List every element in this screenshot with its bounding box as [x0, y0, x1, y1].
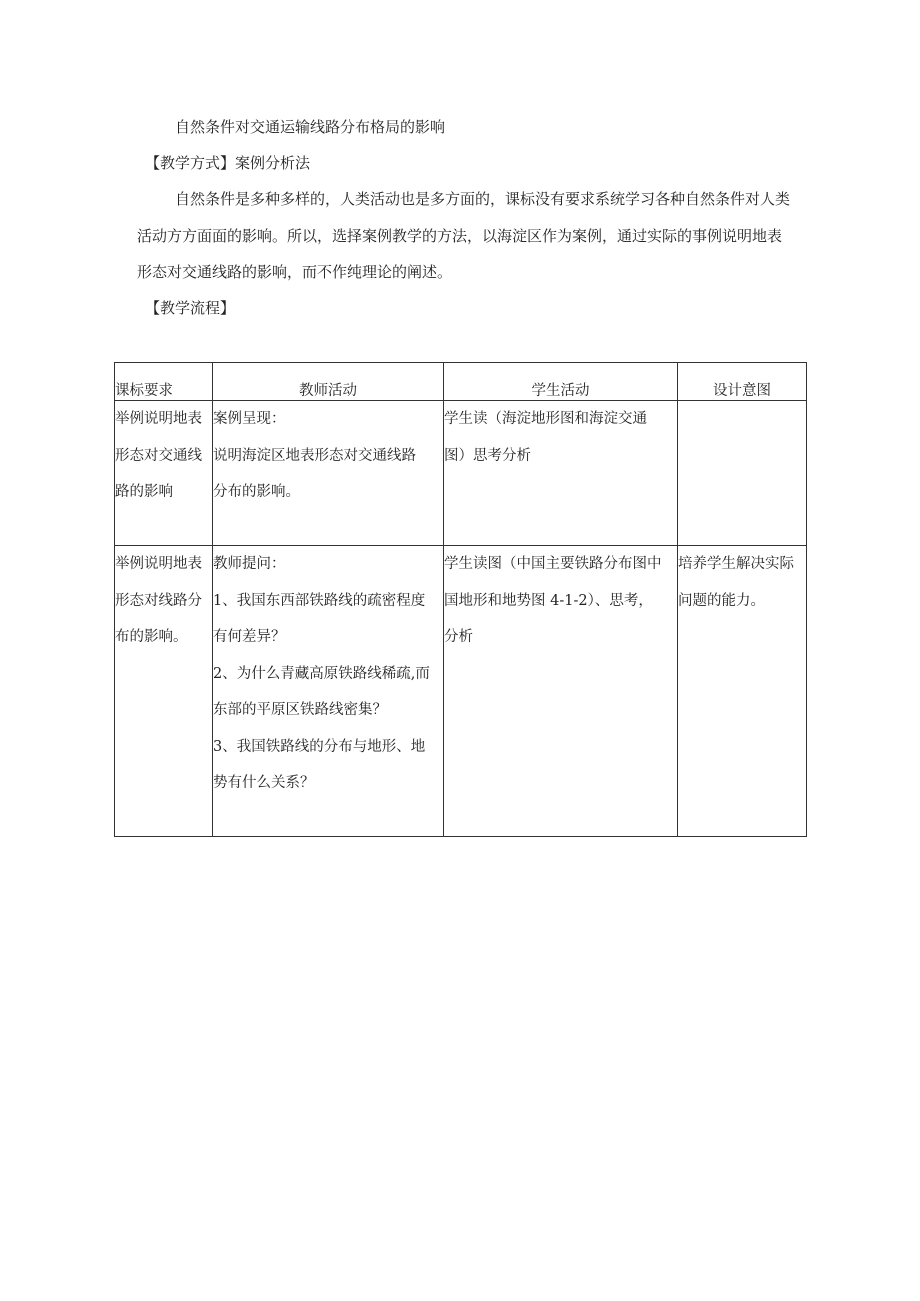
header-teacher-activity: 教师活动: [213, 363, 444, 401]
header-requirement: 课标要求: [115, 363, 213, 401]
cell-line: 分布的影响。: [213, 484, 300, 500]
cell-line: 图）思考分析: [444, 447, 531, 464]
paragraph-line-2: 活动方方面面的影响。所以，选择案例教学的方法，以海淀区作为案例，通过实际的事例说明地表: [137, 227, 783, 245]
cell-line: 学生读（海淀地形图和海淀交通: [444, 411, 647, 427]
cell-line: 2、为什么青藏高原铁路线稀疏,而: [213, 665, 430, 682]
student-activity-cell: [444, 546, 678, 837]
cell-line: 布的影响。: [115, 629, 188, 645]
cell-line: 形态对交通线: [115, 447, 202, 464]
teaching-method: 【教学方式】案例分析法: [145, 154, 311, 172]
design-intent-cell: [678, 401, 807, 546]
topic-heading: 自然条件对交通运输线路分布格局的影响: [175, 118, 446, 136]
cell-line: 学生读图（中国主要铁路分布图中: [444, 556, 662, 572]
flow-heading: 【教学流程】: [145, 299, 236, 317]
cell-line: 案例呈现：: [213, 411, 286, 427]
cell-line: 势有什么关系？: [213, 775, 315, 791]
cell-line: 有何差异？: [213, 629, 286, 645]
cell-line: 教师提问：: [213, 556, 286, 572]
cell-line: 培养学生解决实际: [678, 556, 794, 572]
cell-line: 分析: [444, 629, 473, 645]
cell-line: 形态对线路分: [115, 592, 202, 609]
teacher-activity-cell: [213, 546, 444, 837]
cell-line: 举例说明地表: [115, 411, 202, 427]
cell-line: 3、我国铁路线的分布与地形、地: [213, 738, 426, 755]
cell-line: 1、我国东西部铁路线的疏密程度: [213, 592, 426, 609]
requirement-cell: [115, 546, 213, 837]
table-row: [115, 401, 807, 546]
requirement-cell: [115, 401, 213, 546]
header-design-intent: 设计意图: [678, 363, 807, 401]
header-student-activity: 学生活动: [444, 363, 678, 401]
cell-line: 说明海淀区地表形态对交通线路: [213, 447, 416, 464]
cell-line: 东部的平原区铁路线密集？: [213, 702, 387, 718]
cell-line: 国地形和地势图 4-1-2）、思考，: [444, 592, 653, 609]
teaching-flow-table: [114, 362, 807, 837]
cell-line: 问题的能力。: [678, 592, 765, 609]
paragraph-line-3: 形态对交通线路的影响，而不作纯理论的阐述。: [137, 263, 453, 281]
paragraph-line-1: 自然条件是多种多样的，人类活动也是多方面的，课标没有要求系统学习各种自然条件对人类: [175, 190, 791, 208]
cell-line: 举例说明地表: [115, 556, 202, 572]
design-intent-cell: [678, 546, 807, 837]
cell-line: 路的影响: [115, 484, 173, 500]
table-header-row: [115, 363, 807, 401]
table-row: [115, 546, 807, 837]
student-activity-cell: [444, 401, 678, 546]
teacher-activity-cell: [213, 401, 444, 546]
